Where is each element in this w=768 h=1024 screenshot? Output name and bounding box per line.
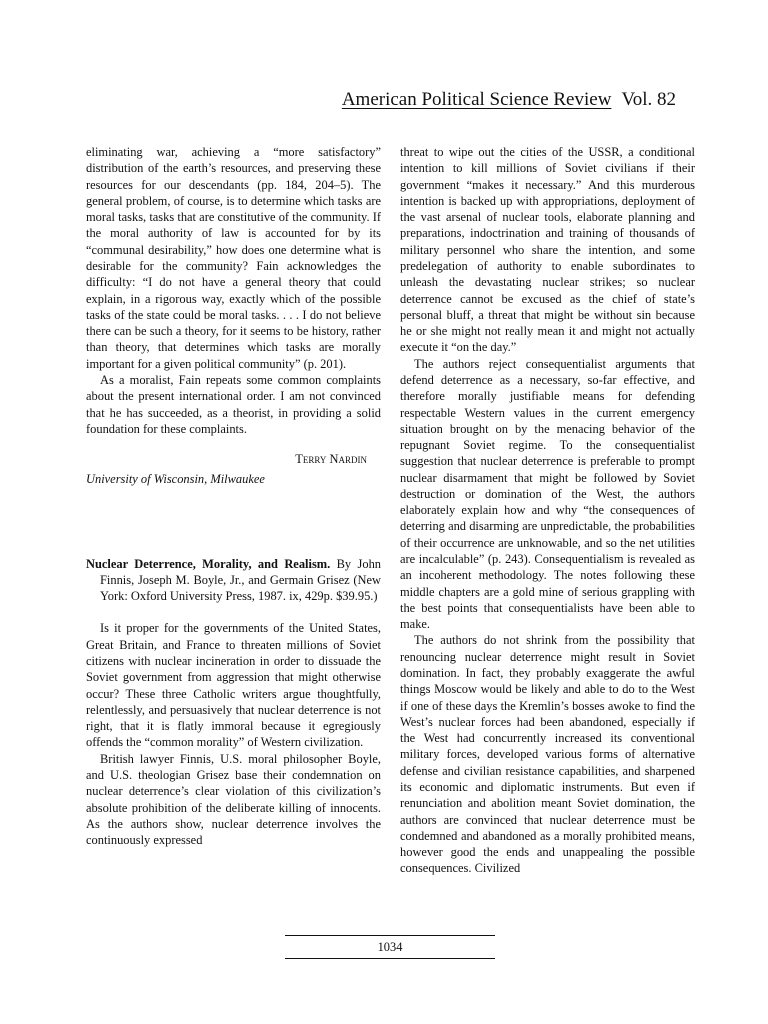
- paragraph: eliminating war, achieving a “more satisfactory” distribution of the earth’s resources, and preserving these resources for our descendants (pp. 184, 204–5). The general problem, of course, is to determine which tasks are moral tasks, tasks that are constitutive of the community. If the moral authority of law is accounted for by its “communal desirability,” how does one determine what is desirable for the community? Fain acknowledges the difficulty: “I do not have a general theory that could explain, in a rigorous way, exactly which of the possible tasks of the state could be moral tasks. . . . I do not believe there can be such a theory, for it seems to be history, rather than theory, that determines which tasks are morally important for a given political community” (p. 201).: [86, 145, 381, 371]
- paragraph: As a moralist, Fain repeats some common complaints about the present international order. I am not convinced that he has succeeded, as a theorist, in providing a solid foundation for these complaints.: [86, 372, 381, 436]
- reviewer-name: Terry Nardin: [295, 452, 367, 467]
- footer-rule-bottom: [285, 958, 495, 959]
- left-column: [86, 144, 381, 848]
- reviewer-affiliation: University of Wisconsin, Milwaukee: [86, 472, 265, 487]
- paragraph: The authors reject consequentialist arguments that defend deterrence as a necessary, so-far effective, and therefore morally justifiable means for defending respectable Western values in the current emergency situation brought on by the menacing behavior of the repugnant Soviet regime. To the consequentialist suggestion that nuclear deterrence is preferable to prompt nuclear disarmament that might be followed by Soviet destruction or domination of the West, the authors elaborately explain how and why “the consequences of deterring and disarming are unpredictable, the probabilities of their occurrence are unknowable, and so the net utilities are incalculable” (p. 243). Consequentialism is revealed as an incoherent methodology. The notes following these middle chapters are a gold mine of serious grappling with the best points that consequentialists have been able to make.: [400, 356, 695, 632]
- volume-number: Vol. 82: [621, 89, 676, 110]
- running-header: [120, 88, 676, 112]
- right-column: [400, 144, 695, 877]
- book-review-heading: [86, 556, 381, 605]
- page-number: 1034: [377, 940, 403, 954]
- review-body: [86, 620, 381, 848]
- paragraph: threat to wipe out the cities of the USSR, a conditional intention to kill millions of Soviet civilians if their government “makes it necessary.” And this murderous intention is backed up with appropriations, deployment of the vast arsenal of nuclear tools, elaborate planning and preparations, indoctrination and training of thousands of military personnel who share the intention, and some predelegation of authority to enable subordinates to unleash the devastating nuclear strikes; so nuclear deterrence cannot be excused as the chief of state’s personal bluff, a threat that might be without sin because he or she might not really mean it and might not actually execute it “on the day.”: [400, 145, 695, 355]
- paragraph: British lawyer Finnis, U.S. moral philosopher Boyle, and U.S. theologian Grisez base their condemnation on nuclear deterrence’s clear violation of this civilization’s absolute prohibition of the deliberate killing of innocents. As the authors show, nuclear deterrence involves the continuously expressed: [86, 751, 381, 848]
- paragraph: The authors do not shrink from the possibility that renouncing nuclear deterrence might result in Soviet domination. In fact, they probably exaggerate the awful things Moscow would be likely and able to do to the West if one of these days the Kremlin’s bosses awoke to find the West’s nuclear forces had been abandoned, especially if the West had concurrently increased its conventional military forces, developed various forms of alternative defense and civilian resistance capabilities, and sharpened its economic and diplomatic instruments. But even if renunciation and abolition meant Soviet domination, the authors are convinced that nuclear deterrence must be condemned and abandoned as a morally prohibited means, however good the ends and unappealing the possible consequences. Civilized: [400, 633, 695, 876]
- book-title: Nuclear Deterrence, Morality, and Realism.: [86, 556, 331, 571]
- journal-title: American Political Science Review: [341, 89, 612, 110]
- book-details: By John Finnis, Joseph M. Boyle, Jr., and Germain Grisez (New York: Oxford University Press, 1987. ix, 429p. $39.95.): [100, 556, 382, 604]
- paragraph: Is it proper for the governments of the United States, Great Britain, and France to threaten millions of Soviet citizens with nuclear incineration in order to dissuade the Soviet government from aggression that might otherwise occur? These three Catholic writers argue thoughtfully, relentlessly, and persuasively that nuclear deterrence is not right, that it is flatly immoral because it egregiously offends the “common morality” of Western civilization.: [86, 621, 381, 750]
- footer-rule-top: [285, 935, 495, 936]
